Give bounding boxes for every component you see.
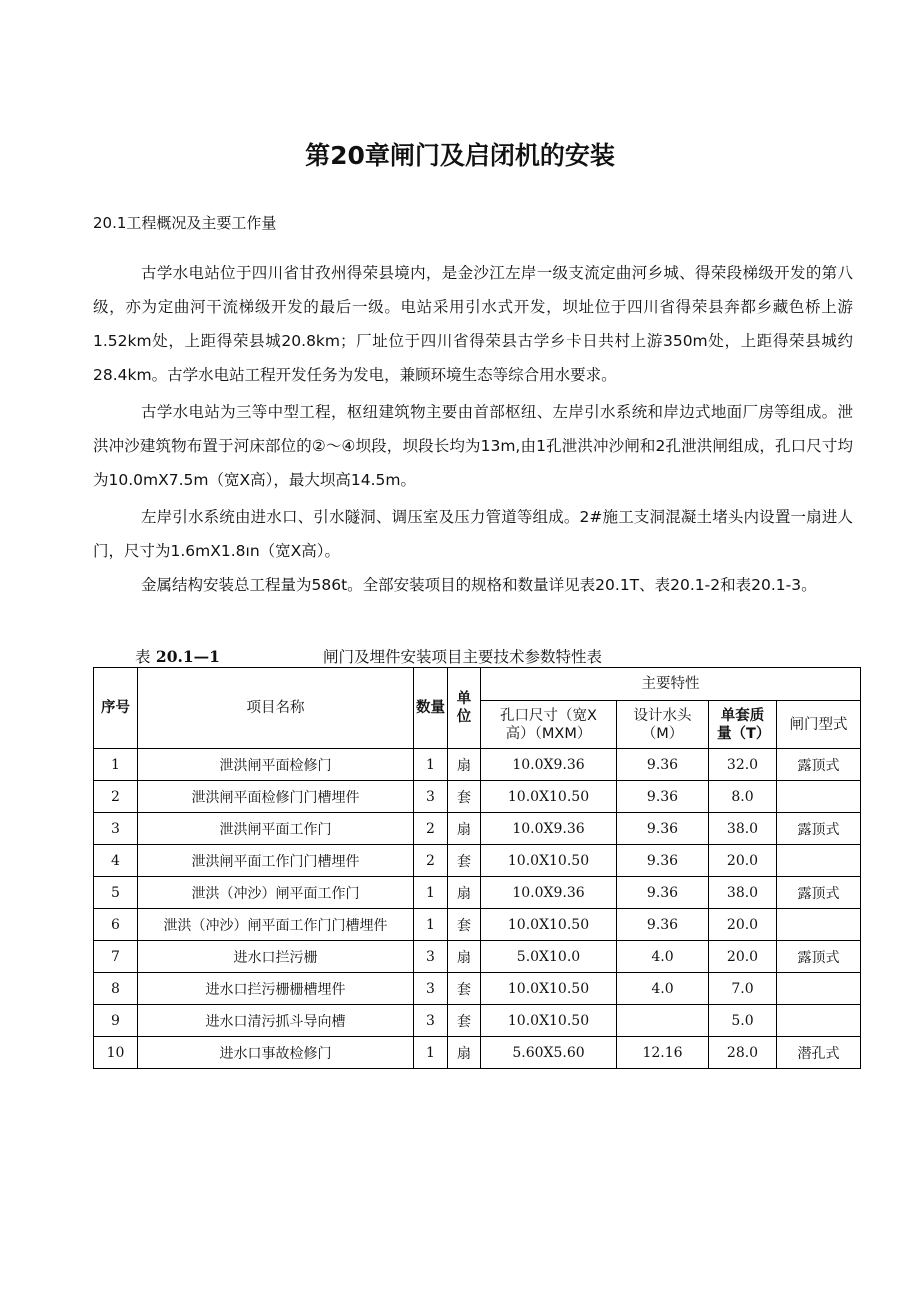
row-head: 4.0 bbox=[617, 973, 709, 1005]
row-head: 9.36 bbox=[617, 749, 709, 781]
row-no: 7 bbox=[94, 941, 138, 973]
row-name: 进水口清污抓斗导向槽 bbox=[138, 1005, 414, 1037]
row-name: 泄洪（冲沙）闸平面工作门 bbox=[138, 877, 414, 909]
row-no: 10 bbox=[94, 1037, 138, 1069]
row-size: 10.0X10.50 bbox=[481, 909, 617, 941]
header-gate-type: 闸门型式 bbox=[777, 701, 861, 749]
paragraph-structures: 古学水电站为三等中型工程，枢纽建筑物主要由首部枢纽、左岸引水系统和岸边式地面厂房等组成。泄洪冲沙建筑物布置于河床部位的②～④坝段，坝段长均为13m,由1孔泄洪冲沙闸和2孔泄洪闸组成，孔口尺寸均为10.0mX7.5m（宽X高），最大坝高14.5m。 bbox=[93, 403, 853, 489]
row-name: 泄洪闸平面工作门门槽埋件 bbox=[138, 845, 414, 877]
row-size: 10.0X10.50 bbox=[481, 1005, 617, 1037]
row-name: 泄洪闸平面检修门门槽埋件 bbox=[138, 781, 414, 813]
spec-table bbox=[93, 667, 861, 1069]
row-gate-type: 露顶式 bbox=[777, 813, 861, 845]
row-unit: 套 bbox=[448, 973, 481, 1005]
row-head: 9.36 bbox=[617, 877, 709, 909]
table-row bbox=[94, 877, 861, 909]
row-weight: 20.0 bbox=[709, 941, 777, 973]
header-size: 孔口尺寸（宽X高）（MXM） bbox=[481, 701, 617, 749]
row-unit: 套 bbox=[448, 1005, 481, 1037]
row-no: 4 bbox=[94, 845, 138, 877]
row-head: 12.16 bbox=[617, 1037, 709, 1069]
header-main-characteristics: 主要特性 bbox=[481, 668, 861, 701]
row-name: 泄洪（冲沙）闸平面工作门门槽埋件 bbox=[138, 909, 414, 941]
row-no: 9 bbox=[94, 1005, 138, 1037]
table-row bbox=[94, 845, 861, 877]
row-weight: 5.0 bbox=[709, 1005, 777, 1037]
row-size: 5.0X10.0 bbox=[481, 941, 617, 973]
row-weight: 28.0 bbox=[709, 1037, 777, 1069]
spec-table-body bbox=[94, 749, 861, 1069]
row-gate-type bbox=[777, 973, 861, 1005]
row-size: 10.0X9.36 bbox=[481, 877, 617, 909]
row-weight: 20.0 bbox=[709, 845, 777, 877]
row-name: 进水口拦污栅栅槽埋件 bbox=[138, 973, 414, 1005]
row-size: 10.0X10.50 bbox=[481, 781, 617, 813]
header-name: 项目名称 bbox=[138, 668, 414, 749]
row-qty: 3 bbox=[414, 973, 448, 1005]
row-gate-type bbox=[777, 845, 861, 877]
row-gate-type: 露顶式 bbox=[777, 877, 861, 909]
row-size: 10.0X9.36 bbox=[481, 813, 617, 845]
row-no: 6 bbox=[94, 909, 138, 941]
row-weight: 7.0 bbox=[709, 973, 777, 1005]
row-name: 泄洪闸平面工作门 bbox=[138, 813, 414, 845]
row-size: 5.60X5.60 bbox=[481, 1037, 617, 1069]
row-name: 泄洪闸平面检修门 bbox=[138, 749, 414, 781]
paragraph-location: 古学水电站位于四川省甘孜州得荣县境内，是金沙江左岸一级支流定曲河乡城、得荣段梯级开发的第八级，亦为定曲河干流梯级开发的最后一级。电站采用引水式开发，坝址位于四川省得荣县奔都乡藏色桥上游1.52km处，上距得荣县城20.8km；厂址位于四川省得荣县古学乡卡日共村上游350m处，上距得荣县城约28.4km。古学水电站工程开发任务为发电，兼顾环境生态等综合用水要求。 bbox=[93, 264, 853, 384]
row-head: 9.36 bbox=[617, 845, 709, 877]
row-size: 10.0X10.50 bbox=[481, 973, 617, 1005]
row-qty: 1 bbox=[414, 877, 448, 909]
row-no: 1 bbox=[94, 749, 138, 781]
row-unit: 扇 bbox=[448, 1037, 481, 1069]
row-gate-type: 潜孔式 bbox=[777, 1037, 861, 1069]
table-row bbox=[94, 1005, 861, 1037]
row-qty: 1 bbox=[414, 909, 448, 941]
row-unit: 扇 bbox=[448, 877, 481, 909]
row-qty: 3 bbox=[414, 941, 448, 973]
table-row bbox=[94, 1037, 861, 1069]
row-gate-type bbox=[777, 1005, 861, 1037]
row-qty: 3 bbox=[414, 781, 448, 813]
header-head: 设计水头（M） bbox=[617, 701, 709, 749]
row-head: 9.36 bbox=[617, 909, 709, 941]
row-gate-type: 露顶式 bbox=[777, 941, 861, 973]
row-qty: 2 bbox=[414, 845, 448, 877]
row-head: 4.0 bbox=[617, 941, 709, 973]
row-unit: 套 bbox=[448, 845, 481, 877]
paragraph-quantity: 金属结构安装总工程量为586t。全部安装项目的规格和数量详见表20.1T、表20.1-2和表20.1-3。 bbox=[141, 576, 817, 594]
table-title: 闸门及埋件安装项目主要技术参数特性表 bbox=[323, 648, 603, 666]
row-weight: 32.0 bbox=[709, 749, 777, 781]
row-unit: 套 bbox=[448, 781, 481, 813]
table-number: 表 20.1—1 bbox=[135, 647, 220, 666]
row-name: 进水口事故检修门 bbox=[138, 1037, 414, 1069]
row-name: 进水口拦污栅 bbox=[138, 941, 414, 973]
table-row bbox=[94, 781, 861, 813]
row-unit: 扇 bbox=[448, 941, 481, 973]
header-no: 序号 bbox=[94, 668, 138, 749]
row-qty: 2 bbox=[414, 813, 448, 845]
table-row bbox=[94, 941, 861, 973]
row-head: 9.36 bbox=[617, 813, 709, 845]
row-gate-type: 露顶式 bbox=[777, 749, 861, 781]
table-row bbox=[94, 973, 861, 1005]
table-row bbox=[94, 813, 861, 845]
row-gate-type bbox=[777, 781, 861, 813]
row-qty: 1 bbox=[414, 749, 448, 781]
row-weight: 20.0 bbox=[709, 909, 777, 941]
row-size: 10.0X9.36 bbox=[481, 749, 617, 781]
row-unit: 扇 bbox=[448, 749, 481, 781]
row-qty: 1 bbox=[414, 1037, 448, 1069]
row-head: 9.36 bbox=[617, 781, 709, 813]
header-qty: 数量 bbox=[414, 668, 448, 749]
row-unit: 套 bbox=[448, 909, 481, 941]
row-gate-type bbox=[777, 909, 861, 941]
row-no: 8 bbox=[94, 973, 138, 1005]
row-size: 10.0X10.50 bbox=[481, 845, 617, 877]
section-heading: 20.1工程概况及主要工作量 bbox=[93, 214, 277, 232]
header-weight: 单套质量（T） bbox=[709, 701, 777, 749]
table-row bbox=[94, 749, 861, 781]
row-head bbox=[617, 1005, 709, 1037]
row-no: 2 bbox=[94, 781, 138, 813]
row-weight: 8.0 bbox=[709, 781, 777, 813]
header-unit: 单位 bbox=[448, 668, 481, 749]
chapter-title: 第20章闸门及启闭机的安装 bbox=[305, 141, 615, 170]
row-qty: 3 bbox=[414, 1005, 448, 1037]
row-no: 3 bbox=[94, 813, 138, 845]
paragraph-diversion: 左岸引水系统由进水口、引水隧洞、调压室及压力管道等组成。2#施工支洞混凝土堵头内设置一扇进人门，尺寸为1.6mX1.8ın（宽X高）。 bbox=[93, 508, 853, 560]
row-no: 5 bbox=[94, 877, 138, 909]
row-unit: 扇 bbox=[448, 813, 481, 845]
table-row bbox=[94, 909, 861, 941]
row-weight: 38.0 bbox=[709, 813, 777, 845]
row-weight: 38.0 bbox=[709, 877, 777, 909]
